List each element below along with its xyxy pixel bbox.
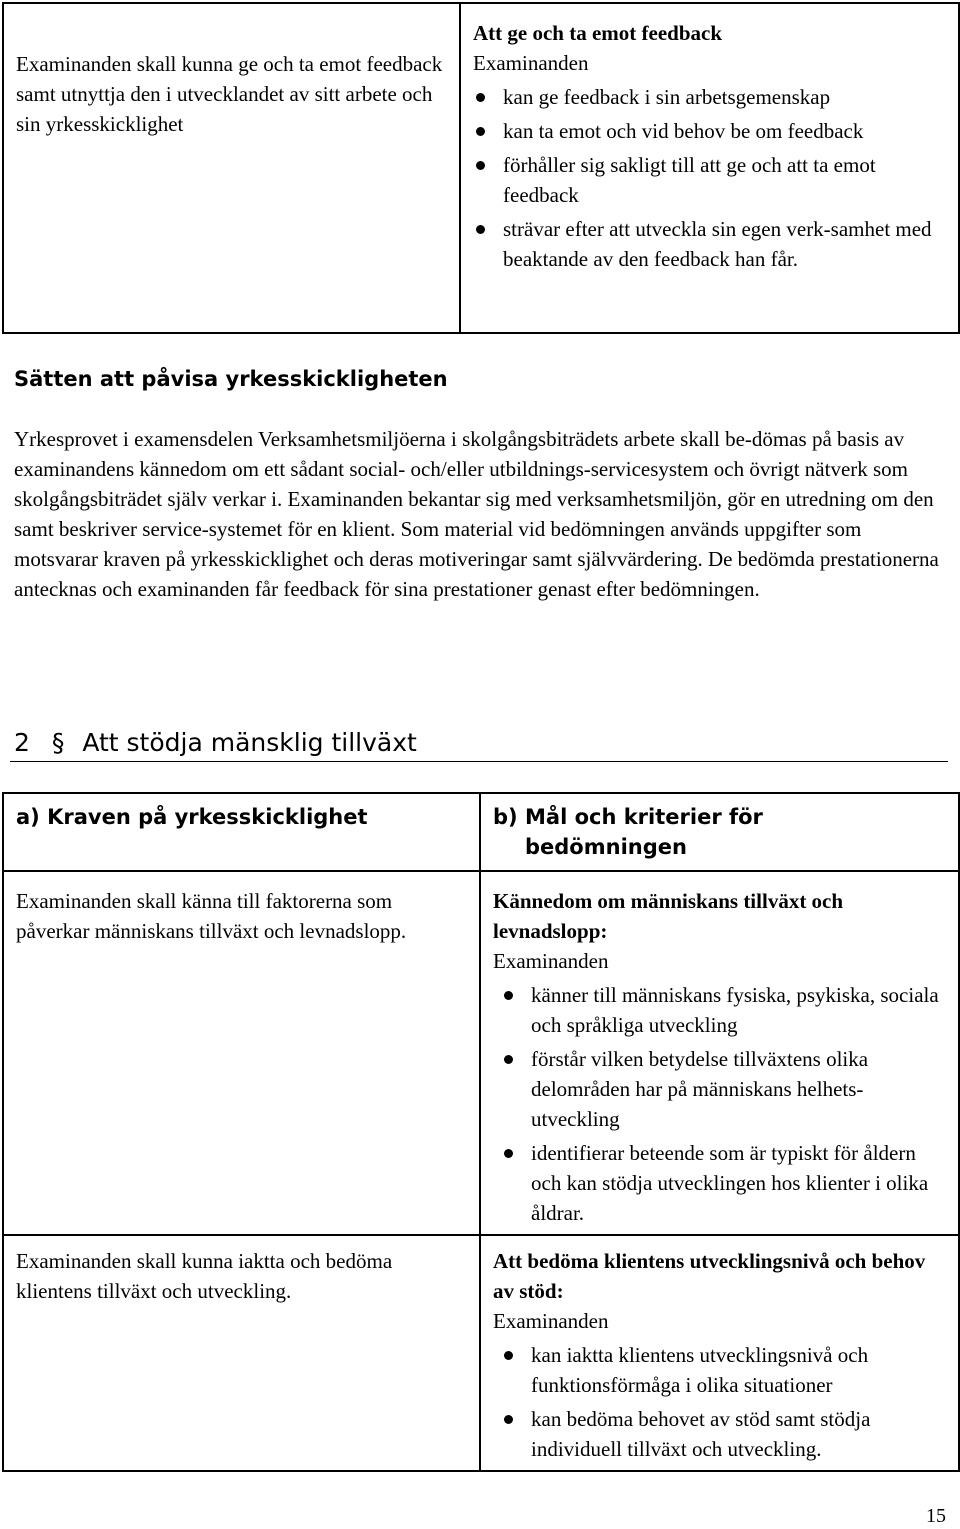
list-item: identifierar beteende som är typiskt för åldern och kan stödja utvecklingen hos klienter i olika åldrar.	[501, 1138, 946, 1228]
criteria-heading: Kännedom om människans tillväxt och levnadslopp:	[493, 889, 844, 943]
chapter-title: Att stödja mänsklig tillväxt	[82, 728, 417, 757]
bullet-icon	[476, 93, 485, 102]
bullet-icon	[476, 127, 485, 136]
bullet-icon	[504, 1055, 513, 1064]
criteria-subject: Examinanden	[493, 949, 609, 973]
chapter-heading	[14, 726, 417, 760]
section-symbol: §	[51, 728, 65, 757]
feedback-requirement-cell	[3, 3, 460, 333]
list-item: känner till människans fysiska, psykiska, sociala och språkliga utveckling	[501, 980, 946, 1040]
criteria-list	[493, 1336, 946, 1464]
column-b-label: b)	[493, 805, 518, 829]
criteria-heading: Att bedöma klientens utvecklingsnivå och behov av stöd:	[493, 1249, 926, 1303]
bullet-icon	[504, 1415, 513, 1424]
feedback-table	[2, 2, 960, 334]
bullet-icon	[476, 161, 485, 170]
column-b-title: Mål och kriterier för bedömningen	[525, 805, 763, 859]
bullet-icon	[504, 991, 513, 1000]
column-a-label: a)	[16, 805, 40, 829]
list-item: förhåller sig sakligt till att ge och att ta emot feedback	[473, 150, 946, 210]
list-item: förstår vilken betydelse tillväxtens olika delområden har på människans helhets-utveckling	[501, 1044, 946, 1134]
feedback-criteria-subject: Examinanden	[473, 51, 589, 75]
feedback-criteria-list	[473, 78, 946, 274]
column-b-header	[480, 793, 959, 871]
chapter-rule	[10, 761, 948, 762]
criteria-subject: Examinanden	[493, 1309, 609, 1333]
feedback-criteria-heading: Att ge och ta emot feedback	[473, 21, 723, 45]
requirement-cell	[3, 1235, 480, 1471]
requirement-text: Examinanden skall kunna iaktta och bedöma klientens tillväxt och utveckling.	[16, 1249, 393, 1303]
page-number: 15	[926, 1505, 946, 1527]
bullet-icon	[504, 1351, 513, 1360]
criteria-cell	[480, 871, 959, 1235]
chapter-number: 2	[14, 728, 30, 757]
criteria-list	[493, 976, 946, 1228]
bullet-icon	[504, 1149, 513, 1158]
list-item: kan iaktta klientens utvecklingsnivå och funktionsförmåga i olika situationer	[501, 1340, 946, 1400]
list-item: kan ta emot och vid behov be om feedback	[473, 116, 946, 146]
feedback-requirement-text: Examinanden skall kunna ge och ta emot feedback samt utnyttja den i utvecklandet av sitt arbete och sin yrkesskicklighet	[16, 52, 443, 136]
list-item: kan ge feedback i sin arbetsgemenskap	[473, 82, 946, 112]
section-heading: Sätten att påvisa yrkesskickligheten	[14, 367, 448, 391]
column-a-header	[3, 793, 480, 871]
growth-table	[2, 792, 960, 1472]
list-item: strävar efter att utveckla sin egen verk-samhet med beaktande av den feedback han får.	[473, 214, 946, 274]
feedback-criteria-cell	[460, 3, 959, 333]
criteria-cell	[480, 1235, 959, 1471]
requirement-cell	[3, 871, 480, 1235]
bullet-icon	[476, 225, 485, 234]
section-paragraph: Yrkesprovet i examensdelen Verksamhetsmiljöerna i skolgångsbiträdets arbete skall be-dömas på basis av examinandens kännedom om ett sådant social- och/eller utbildnings-servicesystem och övrigt nätverk som skolgångsbiträdet själv verkar i. Examinanden bekantar sig med verksamhetsmiljön, gör en utredning om den samt beskriver service-systemet för en klient. Som material vid bedömningen används uppgifter som motsvarar kraven på yrkesskicklighet och deras motiveringar samt självvärdering. De bedömda prestationerna antecknas och examinanden får feedback för sina prestationer genast efter bedömningen.	[14, 427, 939, 601]
requirement-text: Examinanden skall känna till faktorerna som påverkar människans tillväxt och levnadslopp.	[16, 889, 407, 943]
column-a-title: Kraven på yrkesskicklighet	[47, 805, 368, 829]
list-item: kan bedöma behovet av stöd samt stödja individuell tillväxt och utveckling.	[501, 1404, 946, 1464]
